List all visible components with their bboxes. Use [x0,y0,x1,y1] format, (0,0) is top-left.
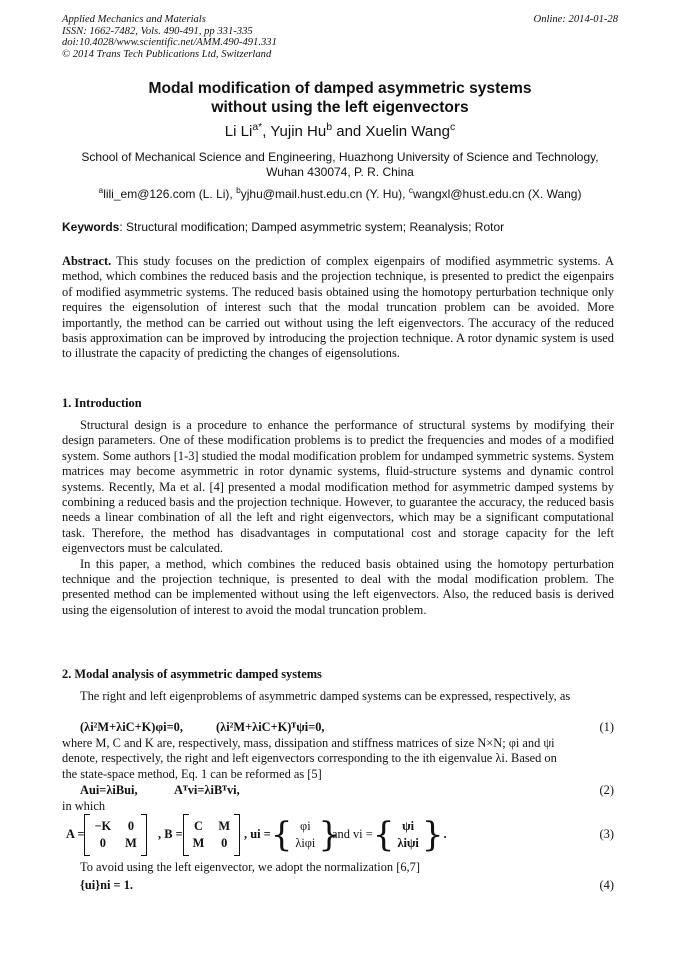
vector-u-cells [292,819,318,852]
keywords-label: Keywords [62,220,120,234]
email-1: lili_em@126.com (L. Li), [103,187,237,201]
matrix-b-cells [189,819,234,852]
brace-left-icon: { [372,815,395,855]
author-2: Yujin Hu [270,123,327,140]
eq2-number: (2) [599,783,614,797]
title-line-2: without using the left eigenvectors [211,98,469,116]
matrix-cell: 0 [99,836,106,850]
brace-left-icon: { [270,815,293,855]
vector-cell: ψi [402,818,415,833]
matrix-cell: −K [94,818,112,833]
matrix-cell: 0 [221,836,228,850]
section-2-paragraph-1 [62,689,614,704]
copyright: © 2014 Trans Tech Publications Ltd, Switzerland [62,48,272,60]
section-2-text-2c: the state-space method, Eq. 1 can be reformed as [5] [62,766,322,781]
keywords [62,220,618,235]
bracket-right-icon [141,814,147,856]
author-sep: , [262,123,271,140]
section-2-paragraph-2 [62,736,614,782]
matrix-b [158,813,240,857]
issn: ISSN: 1662-7482, Vols. 490-491, pp 331-335 [62,25,253,37]
equation-3 [62,813,614,859]
affiliation [60,150,620,180]
brace-right-icon: } [421,815,444,855]
vector-cell: λiψi [397,836,419,850]
eq3-v-label: and vi = [332,827,373,842]
eq1-number: (1) [599,720,614,734]
eq3-b-label: , B = [158,827,183,842]
matrix-cell: M [218,818,231,833]
section-1-heading: 1. Introduction [62,396,142,410]
matrix-cell: M [192,836,205,850]
vector-u [244,813,340,857]
affiliation-line-2: Wuhan 430074, P. R. China [266,165,414,179]
bracket-right-icon [234,814,240,856]
section-2-paragraph-3 [62,860,614,875]
vector-v [332,813,447,857]
email-2: yjhu@mail.hust.edu.cn (Y. Hu), [240,187,409,201]
author-emails [60,187,620,202]
introduction-body [62,418,614,618]
equation-2 [62,783,614,799]
author-1: Li Li [224,123,253,140]
section-2-text-3: To avoid using the left eigenvector, we adopt the normalization [6,7] [80,860,420,874]
email-3: wangxl@hust.edu.cn (X. Wang) [412,187,582,201]
author-3-sup: c [449,121,456,133]
email-1-sup: a [98,185,104,195]
equation-1 [62,720,614,736]
section-2-heading: 2. Modal analysis of asymmetric damped systems [62,667,322,681]
eq2-left: Aᵀvi=λiBᵀvi, [174,783,240,797]
journal-name: Applied Mechanics and Materials [62,14,206,25]
eq1-right-eigenproblem: (λi²M+λiC+K)φi=0, [80,720,183,734]
author-and: and [332,123,366,140]
eq3-u-label: , ui = [244,827,271,842]
email-2-sup: b [236,185,241,195]
brace-right-icon: } [318,815,341,855]
eq3-number: (3) [599,827,614,841]
doi: doi:10.4028/www.scientific.net/AMM.490-491.331 [62,37,277,48]
intro-paragraph-2: In this paper, a method, which combines the reduced basis obtained using the homotopy perturbation technique and the projection technique, is presented to deal with the modal modification problem. The presented method can be implemented without using the left eigenvectors. Also, the reduced basis is derived using the eigensolution of interest to avoid the modal truncation problem. [62,556,614,617]
abstract [62,254,614,362]
section-2-text-2b: denote, respectively, the right and left eigenvectors corresponding to the ith eigenvalue λi. Based on [62,751,557,766]
author-list [60,123,620,141]
equation-4 [62,878,614,894]
vector-v-cells [394,819,422,852]
matrix-a-cells [90,819,140,852]
abstract-label: Abstract. [62,254,112,268]
affiliation-line-1: School of Mechanical Science and Engineering, Huazhong University of Science and Technology, [81,150,599,164]
eq4-number: (4) [599,878,614,892]
section-2-text-2a: where M, C and K are, respectively, mass, dissipation and stiffness matrices of size N×N; φi and ψi [62,736,555,750]
abstract-text: This study focuses on the prediction of complex eigenpairs of modified asymmetric systems. A method, which combines the reduced basis and the projection technique, is presented to predict the eigenpairs of modified asymmetric systems. The reduced basis obtained using the homotopy perturbation technique only requires the eigensolution of interest such that the modal truncation problem can be avoided. More importantly, the method can be carried out without using the left eigenvectors. The accuracy of the reduced basis approximation can be improved by introducing the projection technique. A rotor dynamic system is used to illustrate the capacity of predicting the changes of eigensolutions. [62,254,614,361]
online-date: Online: 2014-01-28 [533,14,618,25]
eq2-right: Aui=λiBui, [80,783,138,797]
eq1-left-eigenproblem: (λi²M+λiC+K)ᵀψi=0, [216,720,325,734]
author-3: Xuelin Wang [365,123,450,140]
vector-cell: φi [300,818,311,833]
keywords-text: : Structural modification; Damped asymmetric system; Reanalysis; Rotor [119,220,505,234]
vector-cell: λiφi [295,836,316,850]
intro-paragraph-1: Structural design is a procedure to enhance the performance of structural systems by modifying their design parameters. One of these modification problems is to predict the frequencies and modes of a modified system. Some authors [1-3] studied the modal modification problem for undamped symmetric systems. System matrices may become asymmetric in rotor dynamic systems, fluid-structure systems and dynamic control systems. Recently, Ma et al. [4] presented a modal modification method for asymmetric damped systems by combining a reduced basis and the projection technique. However, to guarantee the accuracy, the reduced basis needs a linear combination of all the left and right eigenvectors, which may be a significant computational task. Therefore, the method has disadvantages in computational cost and storage capacity for the left eigenvectors must be calculated. [62,418,614,556]
journal-header [62,14,618,60]
eq3-end: . [443,827,447,842]
author-1-sup: a* [252,121,263,133]
paper-title [60,80,620,117]
matrix-cell: M [125,836,137,850]
email-3-sup: c [408,185,413,195]
matrix-cell: C [194,818,203,833]
matrix-a [66,813,147,857]
in-which-text: in which [62,799,106,813]
author-2-sup: b [326,121,333,133]
matrix-cell: 0 [127,818,135,833]
title-line-1: Modal modification of damped asymmetric systems [148,80,532,97]
section-2-text-1: The right and left eigenproblems of asymmetric damped systems can be expressed, respectively, as [80,689,571,703]
eq3-a-label: A = [66,827,85,842]
eq4-expression: {ui}ni = 1. [80,878,133,892]
